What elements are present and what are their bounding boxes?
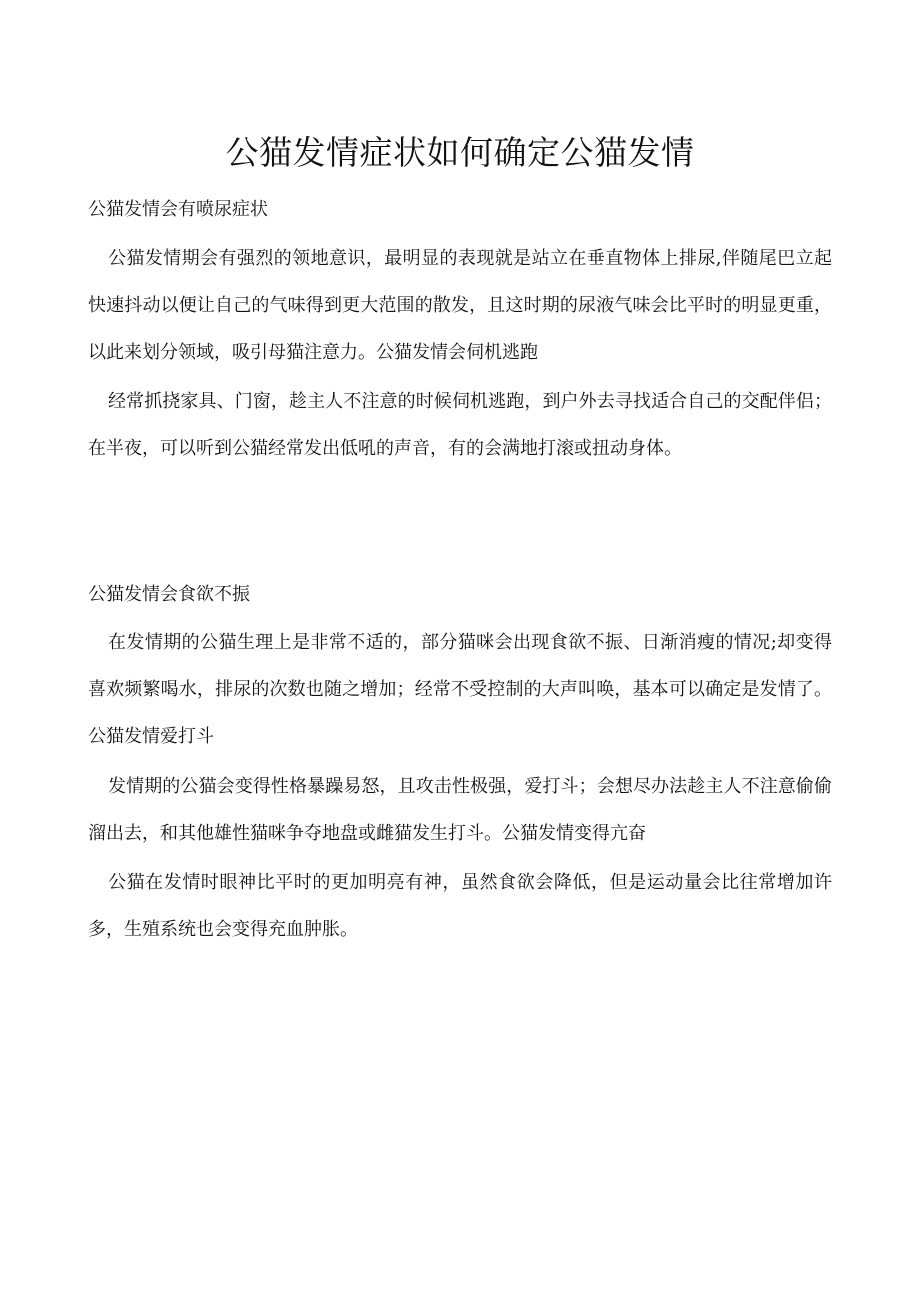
paragraph-fighting: 发情期的公猫会变得性格暴躁易怒，且攻击性极强，爱打斗；会想尽办法趁主人不注意偷偷溜出去，和其他雄性猫咪争夺地盘或雌猫发生打斗。公猫发情变得亢奋: [88, 776, 832, 844]
paragraph-excited: 公猫在发情时眼神比平时的更加明亮有神，虽然食欲会降低，但是运动量会比往常增加许多，生殖系统也会变得充血肿胀。: [88, 872, 832, 940]
section-heading-appetite: 公猫发情会食欲不振: [88, 584, 250, 605]
paragraph-territory: 公猫发情期会有强烈的领地意识，最明显的表现就是站立在垂直物体上排尿,伴随尾巴立起快速抖动以便让自己的气味得到更大范围的散发，且这时期的尿液气味会比平时的明显更重，以此来划分领域，吸引母猫注意力。公猫发情会伺机逃跑: [88, 248, 832, 363]
document-title: 公猫发情症状如何确定公猫发情: [225, 133, 695, 172]
paragraph-appetite: 在发情期的公猫生理上是非常不适的，部分猫咪会出现食欲不振、日渐消瘦的情况;却变得喜欢频繁喝水，排尿的次数也随之增加；经常不受控制的大声叫唤，基本可以确定是发情了。公猫发情爱打斗: [88, 632, 832, 747]
paragraph-escape: 经常抓挠家具、门窗，趁主人不注意的时候伺机逃跑，到户外去寻找适合自己的交配伴侣；在半夜，可以听到公猫经常发出低吼的声音，有的会满地打滚或扭动身体。: [88, 391, 832, 459]
section-heading-spraying: 公猫发情会有喷尿症状: [88, 199, 268, 220]
